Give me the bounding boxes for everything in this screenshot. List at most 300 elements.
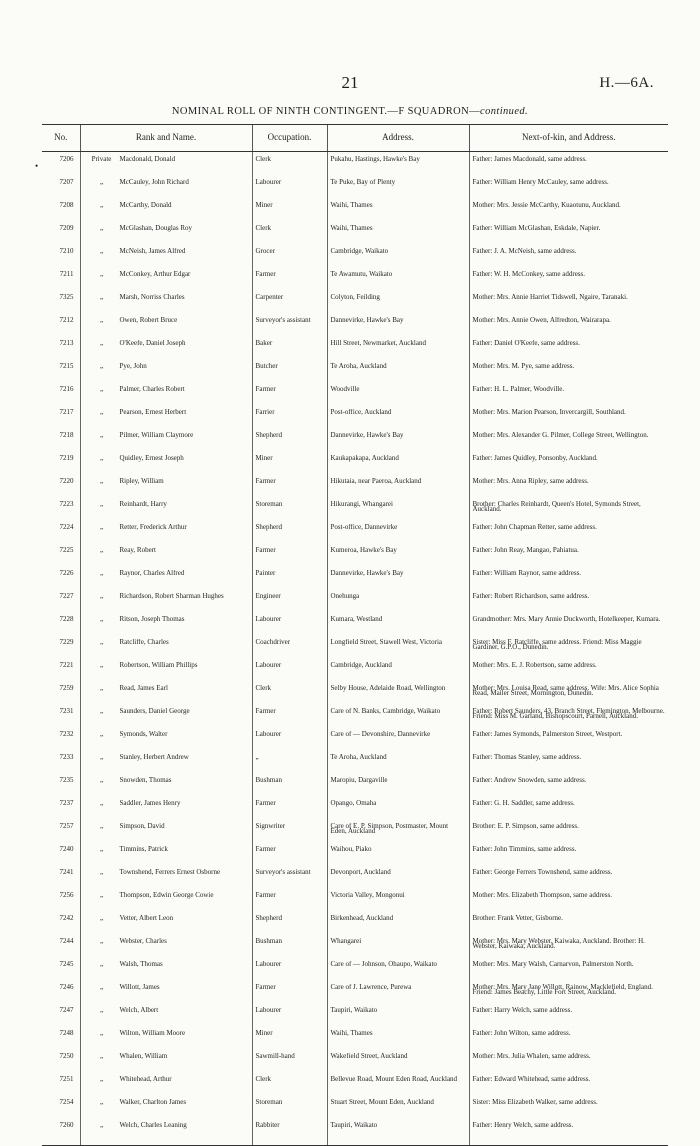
table-row: [42, 1122, 668, 1146]
cell-next-of-kin: Father: Andrew Snowden, same address.: [469, 777, 668, 800]
cell-rank-name: [80, 662, 252, 685]
table-header-row: [42, 125, 668, 152]
cell-occupation: Farmer: [252, 984, 327, 1007]
cell-address: Victoria Valley, Mongonui: [327, 892, 469, 915]
table-row: [42, 639, 668, 662]
cell-name: Read, James Earl: [119, 685, 168, 692]
cell-address: Taupiri, Waikato: [327, 1007, 469, 1030]
cell-address: Kumeroa, Hawke's Bay: [327, 547, 469, 570]
table-row: [42, 777, 668, 800]
cell-rank-name: [80, 547, 252, 570]
cell-rank-name: [80, 386, 252, 409]
cell-next-of-kin: Father: Thomas Stanley, same address.: [469, 754, 668, 777]
table-row: [42, 202, 668, 225]
cell-rank-name: [80, 961, 252, 984]
cell-next-of-kin: Mother: Mrs. Julia Whalen, same address.: [469, 1053, 668, 1076]
cell-rank-name: [80, 708, 252, 731]
cell-address: Care of N. Banks, Cambridge, Waikato: [327, 708, 469, 731]
cell-address: Post-office, Auckland: [327, 409, 469, 432]
cell-occupation: Bushman: [252, 938, 327, 961]
cell-name: Macdonald, Donald: [119, 156, 176, 163]
table-row: [42, 570, 668, 593]
cell-rank-name: [80, 1099, 252, 1122]
cell-next-of-kin: Father: George Ferrers Townshend, same address.: [469, 869, 668, 892]
cell-occupation: Storeman: [252, 1099, 327, 1122]
cell-name: Ripley, William: [119, 478, 164, 485]
cell-no: 7325: [59, 294, 74, 301]
cell-name: McNeish, James Alfred: [119, 248, 186, 255]
cell-no: 7207: [59, 179, 74, 186]
cell-rank: „: [99, 179, 104, 186]
cell-rank-name: [80, 823, 252, 846]
cell-name: Ratcliffe, Charles: [119, 639, 169, 646]
cell-next-of-kin: Father: James Quidley, Ponsonby, Auckland.: [469, 455, 668, 478]
cell-rank: „: [99, 754, 104, 761]
cell-occupation: Rabbiter: [252, 1122, 327, 1146]
cell-no: 7216: [59, 386, 74, 393]
cell-rank-name: [80, 1007, 252, 1030]
cell-address: Care of J. Lawrence, Purewa: [327, 984, 469, 1007]
cell-name: Walker, Charlton James: [119, 1099, 187, 1106]
cell-rank: „: [99, 478, 104, 485]
cell-next-of-kin: Mother: Mrs. M. Pye, same address.: [469, 363, 668, 386]
column-header-no: No.: [42, 125, 80, 152]
cell-address: Care of E. P. Simpson, Postmaster, Mount Eden, Auckland: [327, 823, 469, 846]
cell-rank: Private: [91, 156, 112, 163]
cell-name: Walsh, Thomas: [119, 961, 163, 968]
cell-no: 7206: [59, 156, 74, 163]
cell-no: 7251: [59, 1076, 74, 1083]
cell-name: McConkey, Arthur Edgar: [119, 271, 191, 278]
cell-address: Dannevirke, Hawke's Bay: [327, 570, 469, 593]
cell-occupation: Labourer: [252, 616, 327, 639]
table-row: [42, 846, 668, 869]
cell-rank: „: [99, 915, 104, 922]
cell-rank: „: [99, 869, 104, 876]
cell-name: Owen, Robert Bruce: [119, 317, 178, 324]
table-row: [42, 915, 668, 938]
cell-rank-name: [80, 202, 252, 225]
cell-name: Whalen, William: [119, 1053, 168, 1060]
cell-rank: „: [99, 294, 104, 301]
cell-no: 7237: [59, 800, 74, 807]
cell-rank: „: [99, 432, 104, 439]
cell-no: 7257: [59, 823, 74, 830]
cell-next-of-kin: Father: John Chapman Retter, same address.: [469, 524, 668, 547]
cell-next-of-kin: Mother: Mrs. Anna Ripley, same address.: [469, 478, 668, 501]
cell-next-of-kin: Father: Edward Whitehead, same address.: [469, 1076, 668, 1099]
cell-no: 7213: [59, 340, 74, 347]
cell-address: Cambridge, Waikato: [327, 248, 469, 271]
cell-address: Care of — Devonshire, Dannevirke: [327, 731, 469, 754]
cell-rank-name: [80, 892, 252, 915]
table-body: [42, 152, 668, 1146]
cell-occupation: Storeman: [252, 501, 327, 524]
table-row: [42, 317, 668, 340]
cell-next-of-kin: Mother: Mrs. Mary Walsh, Carnarvon, Palmerston North.: [469, 961, 668, 984]
cell-rank-name: [80, 846, 252, 869]
cell-rank: „: [99, 363, 104, 370]
cell-rank-name: [80, 455, 252, 478]
table-row: [42, 823, 668, 846]
cell-occupation: Labourer: [252, 1007, 327, 1030]
table-row: [42, 938, 668, 961]
cell-rank: „: [99, 1122, 104, 1129]
cell-occupation: Surveyor's assistant: [252, 317, 327, 340]
cell-no: 7215: [59, 363, 74, 370]
cell-next-of-kin: Father: John Reay, Mangao, Pahiatua.: [469, 547, 668, 570]
cell-next-of-kin: Mother: Mrs. Marion Pearson, Invercargill, Southland.: [469, 409, 668, 432]
cell-next-of-kin: Father: Robert Saunders, 43, Branch Street, Flemington, Melbourne. Friend: Miss M. Garland, Bishopscourt, Parnell, Auckland.: [469, 708, 668, 731]
cell-rank: „: [99, 892, 104, 899]
cell-address: Waihou, Piako: [327, 846, 469, 869]
table-row: [42, 501, 668, 524]
table-row: [42, 708, 668, 731]
cell-rank: „: [99, 662, 104, 669]
cell-address: Birkenhead, Auckland: [327, 915, 469, 938]
cell-no: 7246: [59, 984, 74, 991]
cell-rank: „: [99, 800, 104, 807]
cell-rank: „: [99, 731, 104, 738]
cell-rank-name: [80, 271, 252, 294]
cell-no: 7235: [59, 777, 74, 784]
cell-no: 7211: [59, 271, 74, 278]
column-header-rank-name: Rank and Name.: [80, 125, 252, 152]
cell-rank-name: [80, 915, 252, 938]
cell-name: Willott, James: [119, 984, 160, 991]
cell-occupation: Sawmill-hand: [252, 1053, 327, 1076]
cell-name: Raynor, Charles Alfred: [119, 570, 185, 577]
cell-no: 7208: [59, 202, 74, 209]
cell-name: Marsh, Norriss Charles: [119, 294, 185, 301]
cell-next-of-kin: Father: Daniel O'Keefe, same address.: [469, 340, 668, 363]
cell-name: Thompson, Edwin George Cowie: [119, 892, 214, 899]
cell-rank: „: [99, 317, 104, 324]
cell-rank: „: [99, 777, 104, 784]
table-row: [42, 892, 668, 915]
cell-address: Longfield Street, Stawell West, Victoria: [327, 639, 469, 662]
cell-rank: „: [99, 524, 104, 531]
cell-rank-name: [80, 317, 252, 340]
cell-occupation: Clerk: [252, 225, 327, 248]
cell-name: Webster, Charles: [119, 938, 167, 945]
cell-next-of-kin: Mother: Mrs. Mary Jane Willott, Rainow, Macklefield, England. Friend: James Beachy, Little Fort Street, Auckland.: [469, 984, 668, 1007]
table-row: [42, 271, 668, 294]
cell-name: Snowden, Thomas: [119, 777, 172, 784]
page-reference: H.—6A.: [599, 75, 654, 91]
cell-occupation: Signwriter: [252, 823, 327, 846]
cell-occupation: Labourer: [252, 731, 327, 754]
cell-name: Quidley, Ernest Joseph: [119, 455, 184, 462]
cell-no: 7245: [59, 961, 74, 968]
cell-rank: „: [99, 1099, 104, 1106]
cell-no: 7247: [59, 1007, 74, 1014]
cell-address: Opango, Omaha: [327, 800, 469, 823]
cell-address: Pukahu, Hastings, Hawke's Bay: [327, 156, 469, 179]
cell-next-of-kin: Mother: Mrs. Annie Harriet Tidswell, Ngaire, Taranaki.: [469, 294, 668, 317]
cell-name: Pearson, Ernest Herbert: [119, 409, 187, 416]
cell-occupation: Farmer: [252, 800, 327, 823]
cell-no: 7218: [59, 432, 74, 439]
cell-no: 7221: [59, 662, 74, 669]
cell-next-of-kin: Father: G. H. Saddler, same address.: [469, 800, 668, 823]
cell-address: Dannevirke, Hawke's Bay: [327, 432, 469, 455]
cell-rank: „: [99, 1076, 104, 1083]
cell-no: 7210: [59, 248, 74, 255]
cell-rank-name: [80, 225, 252, 248]
cell-address: Dannevirke, Hawke's Bay: [327, 317, 469, 340]
cell-name: Ritson, Joseph Thomas: [119, 616, 185, 623]
cell-name: McGlashan, Douglas Roy: [119, 225, 193, 232]
cell-no: 7225: [59, 547, 74, 554]
cell-address: Hikutaia, near Paeroa, Auckland: [327, 478, 469, 501]
cell-no: 7217: [59, 409, 74, 416]
cell-occupation: Butcher: [252, 363, 327, 386]
cell-no: 7223: [59, 501, 74, 508]
cell-address: Stuart Street, Mount Eden, Auckland: [327, 1099, 469, 1122]
cell-rank-name: [80, 501, 252, 524]
cell-no: 7260: [42, 1122, 80, 1146]
cell-name: O'Keefe, Daniel Joseph: [119, 340, 186, 347]
cell-occupation: Clerk: [252, 1076, 327, 1099]
cell-no: 7248: [59, 1030, 74, 1037]
cell-name: Wilton, William Moore: [119, 1030, 186, 1037]
cell-next-of-kin: Father: John Timmins, same address.: [469, 846, 668, 869]
cell-name: Saunders, Daniel George: [119, 708, 190, 715]
title-text: NOMINAL ROLL OF NINTH CONTINGENT.—F SQUADRON—: [171, 106, 481, 117]
cell-address: Maropiu, Dargaville: [327, 777, 469, 800]
cell-name: Pye, John: [119, 363, 147, 370]
column-header-occupation: Occupation.: [252, 125, 327, 152]
cell-no: 7220: [59, 478, 74, 485]
page-title: [0, 106, 700, 117]
cell-rank-name: [80, 593, 252, 616]
cell-no: 7240: [59, 846, 74, 853]
cell-next-of-kin: Sister: Miss F. Ratcliffe, same address. Friend: Miss Maggie Gardiner, G.P.O., Dunedin.: [469, 639, 668, 662]
cell-no: 7250: [59, 1053, 74, 1060]
cell-address: Whangarei: [327, 938, 469, 961]
table-row: [42, 984, 668, 1007]
table-row: [42, 524, 668, 547]
cell-address: Selby House, Adelaide Road, Wellington: [327, 685, 469, 708]
cell-rank: „: [99, 547, 104, 554]
cell-rank: „: [99, 639, 104, 646]
cell-next-of-kin: Mother: Mrs. Jessie McCarthy, Kuaotunu, Auckland.: [469, 202, 668, 225]
cell-rank: „: [99, 202, 104, 209]
cell-address: Hill Street, Newmarket, Auckland: [327, 340, 469, 363]
cell-name: Saddler, James Henry: [119, 800, 181, 807]
cell-rank: „: [99, 685, 104, 692]
cell-address: Wakefield Street, Auckland: [327, 1053, 469, 1076]
cell-address: Waihi, Thames: [327, 202, 469, 225]
cell-rank-name: [80, 777, 252, 800]
cell-name: McCarthy, Donald: [119, 202, 172, 209]
cell-name: Symonds, Walter: [119, 731, 168, 738]
cell-next-of-kin: Father: William McGlashan, Eskdale, Napier.: [469, 225, 668, 248]
cell-address: Te Aroha, Auckland: [327, 754, 469, 777]
cell-occupation: Labourer: [252, 961, 327, 984]
table-row: [42, 961, 668, 984]
cell-name: Palmer, Charles Robert: [119, 386, 185, 393]
table-row: [42, 248, 668, 271]
table-row: [42, 340, 668, 363]
cell-next-of-kin: Mother: Mrs. Alexander G. Pilmer, College Street, Wellington.: [469, 432, 668, 455]
table-row: [42, 869, 668, 892]
cell-next-of-kin: Father: Harry Welch, same address.: [469, 1007, 668, 1030]
cell-rank: „: [99, 455, 104, 462]
page-number: 21: [341, 73, 359, 92]
cell-name: Pilmer, William Claymore: [119, 432, 194, 439]
cell-next-of-kin: Brother: E. P. Simpson, same address.: [469, 823, 668, 846]
cell-address: Colyton, Feilding: [327, 294, 469, 317]
cell-occupation: Shepherd: [252, 432, 327, 455]
cell-next-of-kin: Mother: Mrs. Louisa Read, same address. Wife: Mrs. Alice Sophia Read, Mailer Street, Mornington, Dunedin.: [469, 685, 668, 708]
cell-rank-name: [80, 1030, 252, 1053]
cell-no: 7228: [59, 616, 74, 623]
table-row: [42, 432, 668, 455]
column-header-next-of-kin: Next-of-kin, and Address.: [469, 125, 668, 152]
cell-occupation: Shepherd: [252, 915, 327, 938]
cell-next-of-kin: Mother: Mrs. Annie Owen, Alfredton, Wairarapa.: [469, 317, 668, 340]
cell-rank-name: [80, 156, 252, 179]
cell-occupation: Miner: [252, 202, 327, 225]
cell-no: 7256: [59, 892, 74, 899]
cell-rank: „: [99, 708, 104, 715]
cell-rank-name: [80, 363, 252, 386]
cell-next-of-kin: Father: J. A. McNeish, same address.: [469, 248, 668, 271]
table-row: [42, 547, 668, 570]
cell-rank-name: [80, 248, 252, 271]
cell-rank-name: [80, 984, 252, 1007]
cell-no: 7254: [59, 1099, 74, 1106]
table-row: [42, 685, 668, 708]
cell-occupation: Miner: [252, 455, 327, 478]
cell-next-of-kin: Mother: Mrs. E. J. Robertson, same address.: [469, 662, 668, 685]
cell-rank-name: [80, 409, 252, 432]
cell-address: Taupiri, Waikato: [327, 1122, 469, 1146]
cell-no: 7231: [59, 708, 74, 715]
cell-name: Welch, Charles Leaning: [119, 1122, 187, 1129]
cell-no: 7232: [59, 731, 74, 738]
cell-address: Bellevue Road, Mount Eden Road, Auckland: [327, 1076, 469, 1099]
cell-address: Te Puke, Bay of Plenty: [327, 179, 469, 202]
cell-next-of-kin: Father: H. L. Palmer, Woodville.: [469, 386, 668, 409]
cell-rank: „: [99, 846, 104, 853]
cell-name: Stanley, Herbert Andrew: [119, 754, 189, 761]
table-row: [42, 363, 668, 386]
cell-rank-name: [80, 800, 252, 823]
cell-address: Te Aroha, Auckland: [327, 363, 469, 386]
cell-occupation: Clerk: [252, 685, 327, 708]
cell-occupation: Painter: [252, 570, 327, 593]
cell-occupation: Farmer: [252, 386, 327, 409]
title-suffix: continued.: [480, 106, 529, 117]
cell-occupation: Labourer: [252, 179, 327, 202]
table-row: [42, 294, 668, 317]
cell-name: Richardson, Robert Sharman Hughes: [119, 593, 224, 600]
cell-name: McCauley, John Richard: [119, 179, 189, 186]
cell-no: 7241: [59, 869, 74, 876]
cell-rank: „: [99, 1030, 104, 1037]
cell-occupation: Surveyor's assistant: [252, 869, 327, 892]
cell-next-of-kin: Father: John Wilton, same address.: [469, 1030, 668, 1053]
cell-occupation: Shepherd: [252, 524, 327, 547]
table-row: [42, 478, 668, 501]
cell-address: Kumara, Westland: [327, 616, 469, 639]
cell-address: Woodville: [327, 386, 469, 409]
cell-address: Waihi, Thames: [327, 225, 469, 248]
cell-next-of-kin: Father: William Henry McCauley, same address.: [469, 179, 668, 202]
cell-rank: „: [99, 271, 104, 278]
column-header-address: Address.: [327, 125, 469, 152]
cell-rank-name: [80, 616, 252, 639]
cell-rank: „: [99, 409, 104, 416]
table-row: [42, 179, 668, 202]
cell-no: 7242: [59, 915, 74, 922]
cell-rank: „: [99, 961, 104, 968]
table-row: [42, 1053, 668, 1076]
cell-occupation: Miner: [252, 1030, 327, 1053]
cell-no: 7244: [59, 938, 74, 945]
cell-no: 7226: [59, 570, 74, 577]
cell-rank-name: [80, 1122, 252, 1146]
cell-next-of-kin: Father: James Macdonald, same address.: [469, 156, 668, 179]
cell-rank: „: [99, 248, 104, 255]
cell-occupation: Farrier: [252, 409, 327, 432]
cell-next-of-kin: Father: Robert Richardson, same address.: [469, 593, 668, 616]
table-row: [42, 409, 668, 432]
table-row: [42, 662, 668, 685]
cell-name: Reinhardt, Harry: [119, 501, 167, 508]
cell-next-of-kin: Grandmother: Mrs. Mary Annie Duckworth, Hotelkeeper, Kumara.: [469, 616, 668, 639]
cell-occupation: „: [252, 754, 327, 777]
table-row: [42, 1099, 668, 1122]
cell-occupation: Grocer: [252, 248, 327, 271]
cell-address: Waihi, Thames: [327, 1030, 469, 1053]
cell-occupation: Engineer: [252, 593, 327, 616]
cell-occupation: Coachdriver: [252, 639, 327, 662]
cell-occupation: Labourer: [252, 662, 327, 685]
cell-next-of-kin: Father: William Raynor, same address.: [469, 570, 668, 593]
cell-no: 7209: [59, 225, 74, 232]
cell-address: Onehunga: [327, 593, 469, 616]
cell-rank-name: [80, 1053, 252, 1076]
cell-occupation: Baker: [252, 340, 327, 363]
cell-address: Te Awamutu, Waikato: [327, 271, 469, 294]
table-row: [42, 731, 668, 754]
cell-rank: „: [99, 984, 104, 991]
cell-rank-name: [80, 731, 252, 754]
cell-name: Retter, Frederick Arthur: [119, 524, 187, 531]
table-row: [42, 800, 668, 823]
table-row: [42, 156, 668, 179]
cell-address: Devonport, Auckland: [327, 869, 469, 892]
cell-next-of-kin: Brother: Charles Reinhardt, Queen's Hotel, Symonds Street, Auckland.: [469, 501, 668, 524]
nominal-roll-table: [42, 124, 668, 1146]
cell-rank: „: [99, 616, 104, 623]
cell-occupation: Farmer: [252, 708, 327, 731]
table-row: [42, 1007, 668, 1030]
cell-rank-name: [80, 639, 252, 662]
cell-rank-name: [80, 570, 252, 593]
table-row: [42, 386, 668, 409]
cell-rank-name: [80, 1076, 252, 1099]
cell-rank: „: [99, 938, 104, 945]
cell-next-of-kin: Mother: Mrs. Mary Webster, Kaiwaka, Auckland. Brother: H. Webster, Kaiwaka, Auckland.: [469, 938, 668, 961]
cell-name: Vetter, Albert Leon: [119, 915, 174, 922]
cell-name: Timmins, Patrick: [119, 846, 168, 853]
table-row: [42, 593, 668, 616]
